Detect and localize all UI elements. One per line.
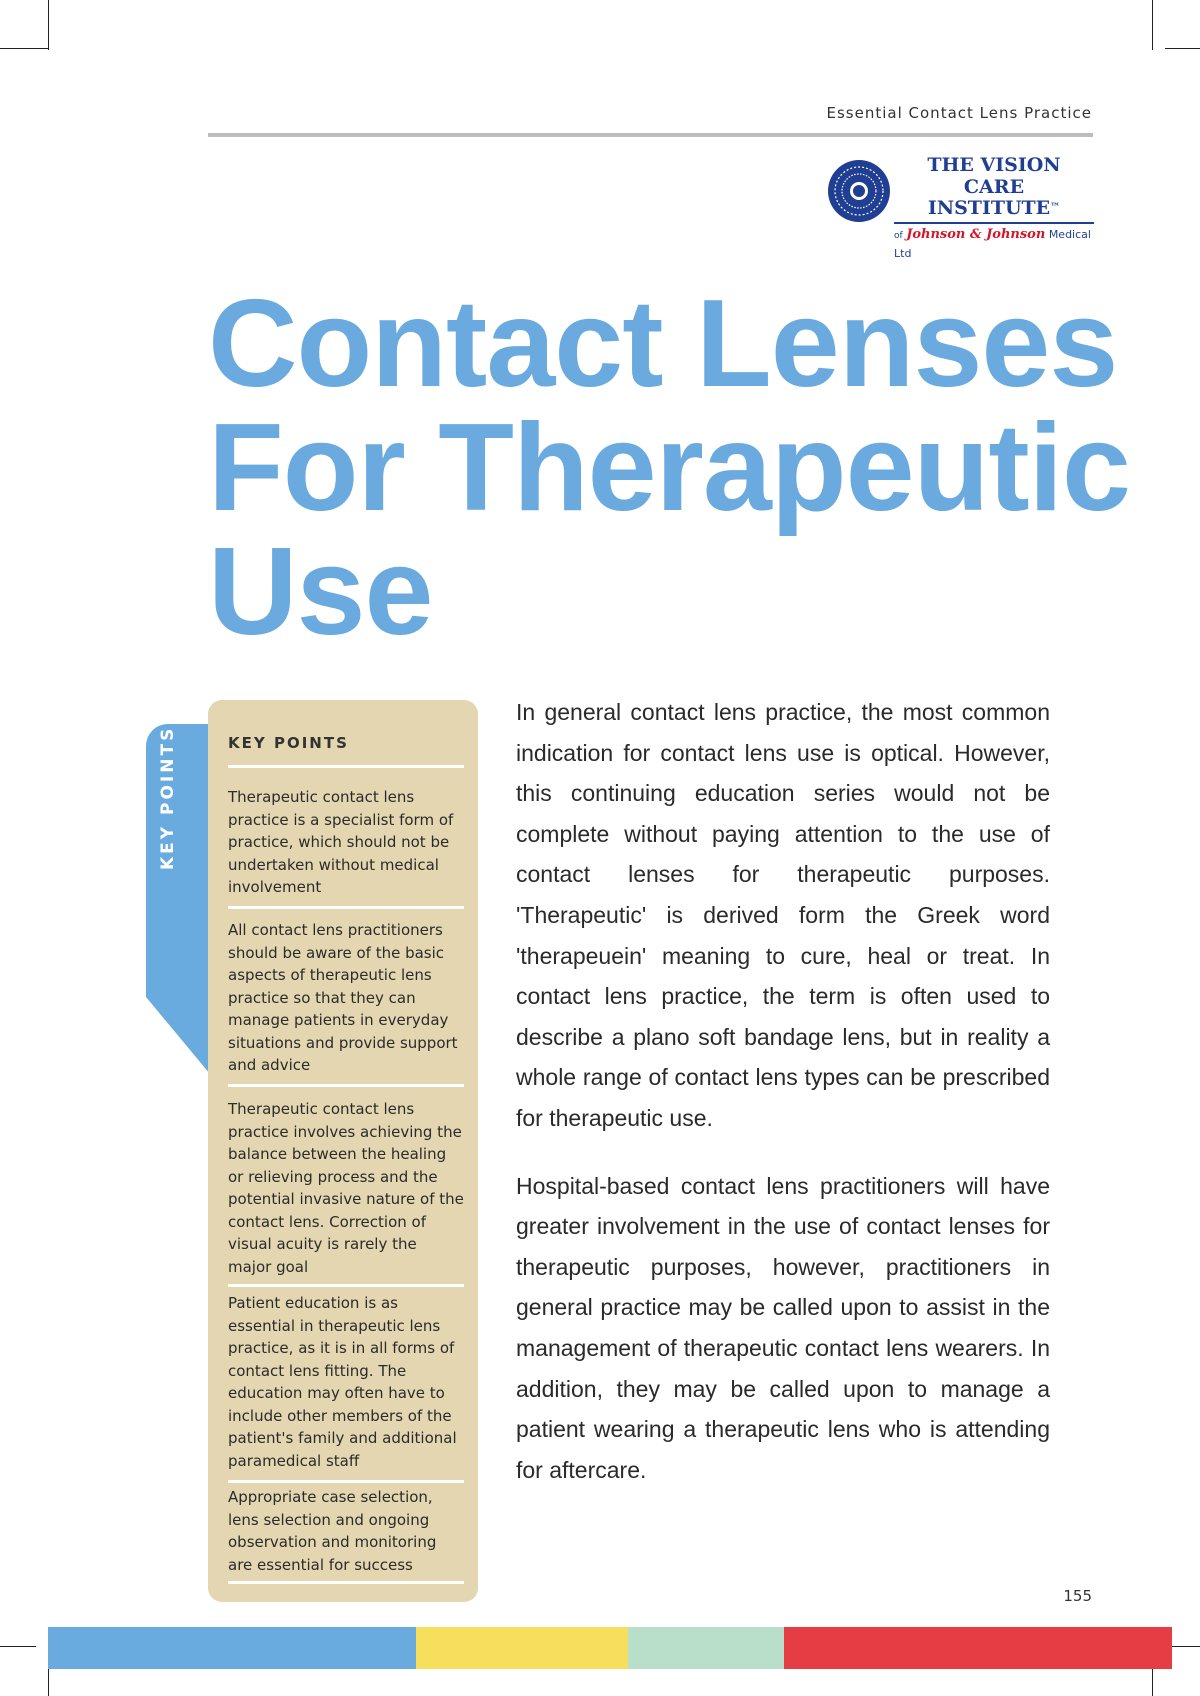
- header-rule: [208, 133, 1093, 137]
- body-paragraph: Hospital-based contact lens practitioners will have greater involvement in the use of contact lenses for therapeutic purposes, however, practitioners in general practice may be called upon to assist in the management of therapeutic contact lens wearers. In addition, they may be called upon to manage a patient wearing a therapeutic lens who is attending for aftercare.: [516, 1172, 1050, 1483]
- key-point-item: Therapeutic contact lens practice involves achieving the balance between the healing or relieving process and the potential invasive nature of the contact lens. Correction of visual acuity is rarely the major goal: [228, 1100, 464, 1276]
- key-points-divider: [228, 1480, 464, 1483]
- key-point-item: All contact lens practitioners should be aware of the basic aspects of therapeutic lens practice so that they can manage patients in everyday situations and provide support and advice: [228, 921, 458, 1074]
- logo-line1: THE VISION CARE: [927, 154, 1061, 198]
- logo-company: Johnson & Johnson: [906, 227, 1046, 242]
- crop-mark: [0, 48, 48, 49]
- title-line-3: Use: [208, 523, 433, 661]
- body-paragraph: In general contact lens practice, the most common indication for contact lens use is optical. However, this continuing education series would not be complete without paying attention to the use of contact lenses for therapeutic purposes. 'Therapeutic' is derived form the Greek word 'therapeuein' meaning to cure, heal or treat. In contact lens practice, the term is often used to describe a plano soft bandage lens, but in reality a whole range of contact lens types can be prescribed for therapeutic use.: [516, 699, 1050, 1131]
- crop-mark: [1165, 48, 1200, 49]
- key-points-divider: [228, 1084, 464, 1087]
- page-number: 155: [1063, 1587, 1092, 1605]
- sunburst-icon: [826, 158, 892, 224]
- title-line-1: Contact Lenses: [208, 275, 1118, 413]
- crop-mark: [48, 0, 49, 50]
- crop-mark: [0, 1646, 36, 1647]
- footer-bar-blue: [48, 1627, 416, 1669]
- page-title: [208, 275, 1131, 661]
- key-points-divider: [228, 765, 464, 768]
- key-point-item: Therapeutic contact lens practice is a specialist form of practice, which should not be undertaken without medical involvement: [228, 788, 454, 896]
- key-points-heading: KEY POINTS: [228, 734, 349, 752]
- logo-line2: INSTITUTE: [927, 197, 1051, 219]
- footer-bar-mint: [628, 1627, 784, 1669]
- footer-bar-yellow: [416, 1627, 628, 1669]
- key-points-divider: [228, 1284, 464, 1287]
- key-points-tab-label: KEY POINTS: [158, 725, 178, 870]
- running-head: Essential Contact Lens Practice: [826, 104, 1092, 122]
- body-text: [516, 692, 1050, 1517]
- logo-of: of: [894, 231, 903, 241]
- key-points-tab: [146, 724, 210, 1074]
- logo-suffix: Medical Ltd: [894, 228, 1091, 260]
- title-line-2: For Therapeutic: [208, 399, 1131, 537]
- key-points-divider: [228, 906, 464, 909]
- key-points-divider: [228, 1581, 464, 1584]
- logo-tm: ™: [1050, 202, 1061, 213]
- crop-mark: [1152, 0, 1153, 50]
- vision-care-institute-logo: [826, 154, 1096, 260]
- key-point-item: Patient education is as essential in therapeutic lens practice, as it is in all forms of contact lens fitting. The education may often have to include other members of the patient's family and additional paramedical staff: [228, 1294, 457, 1470]
- logo-rule: [894, 222, 1094, 224]
- key-point-item: Appropriate case selection, lens selection and ongoing observation and monitoring are essential for success: [228, 1488, 437, 1574]
- footer-bar-red: [784, 1627, 1172, 1669]
